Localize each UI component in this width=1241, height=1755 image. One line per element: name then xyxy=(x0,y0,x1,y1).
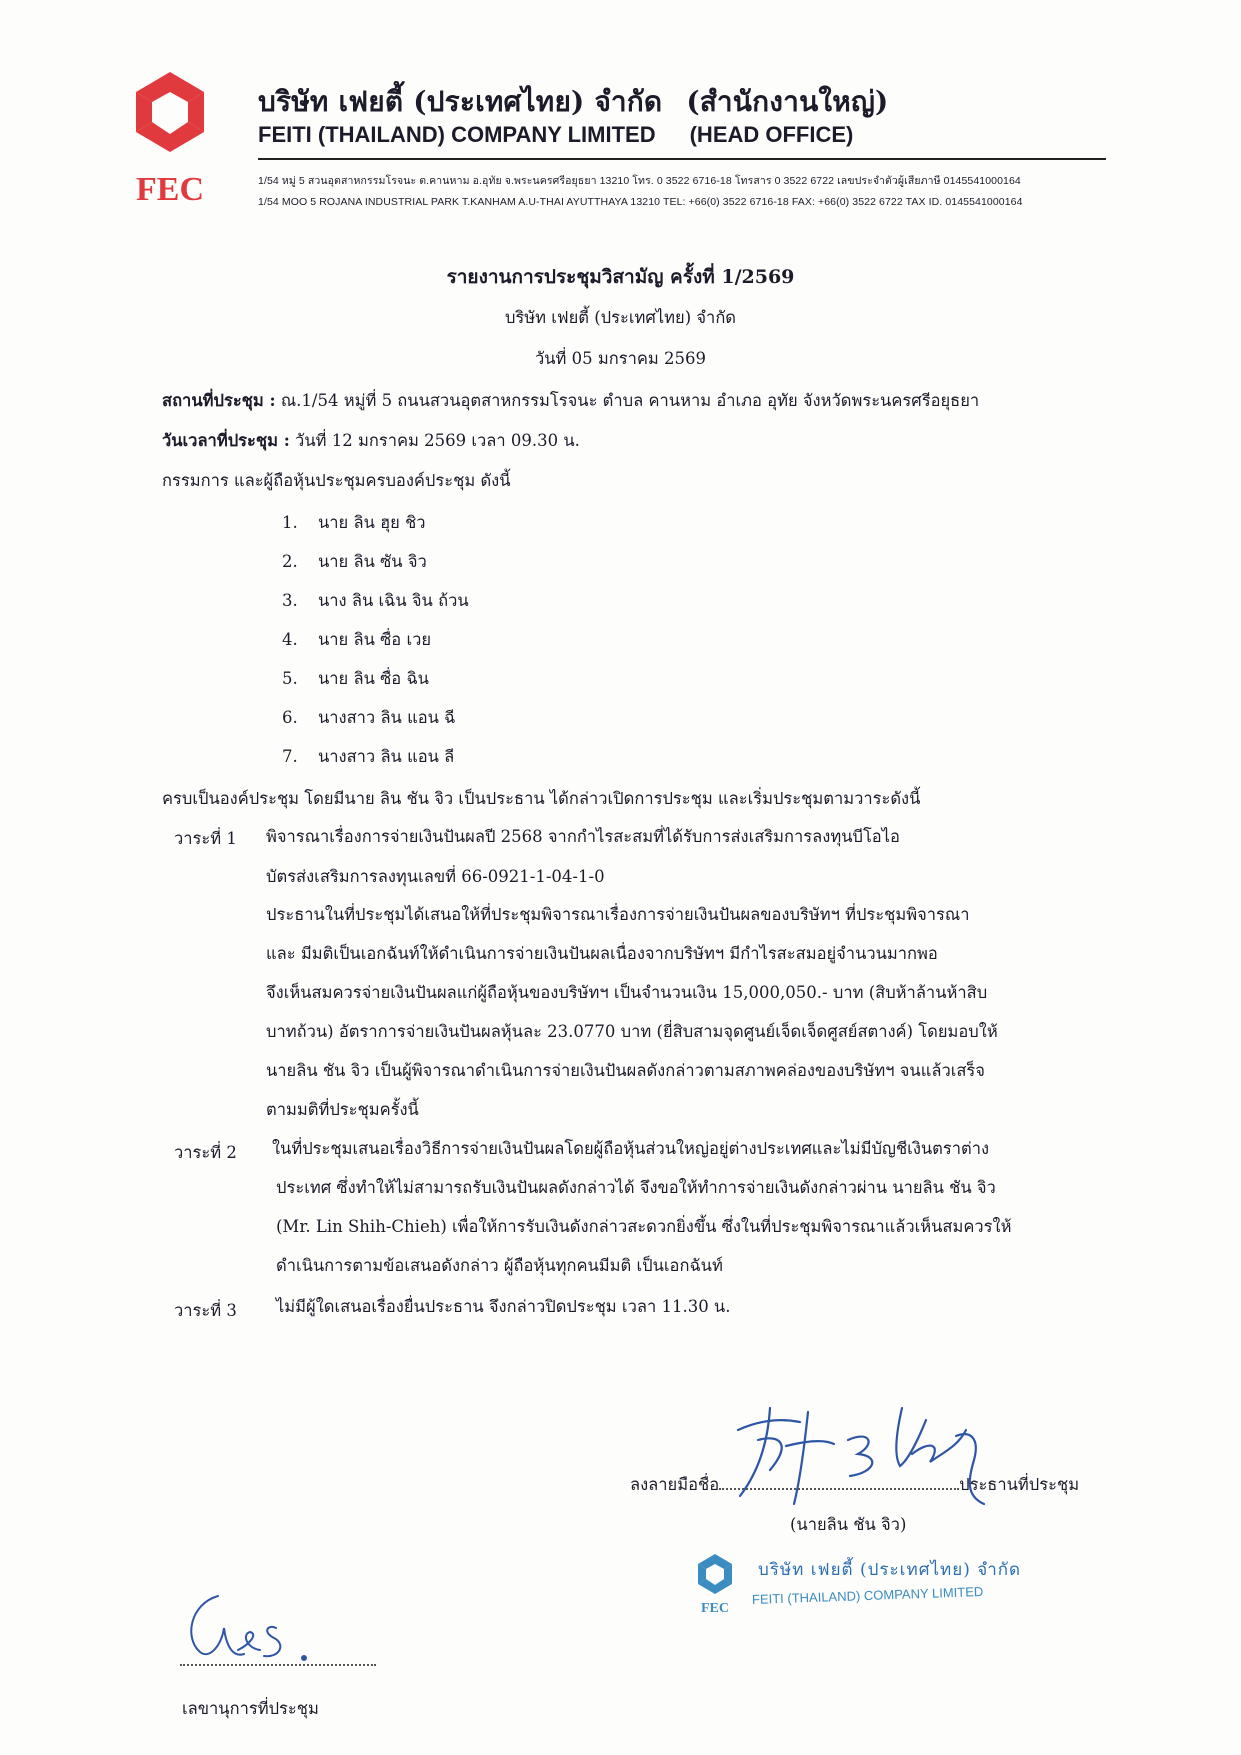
agenda-1-label: วาระที่ 1 xyxy=(174,829,237,848)
company-logo xyxy=(118,72,222,212)
stamp-company-th: บริษัท เฟยตี้ (ประเทศไทย) จำกัด xyxy=(758,1560,1022,1580)
attendee-item: 3. นาง ลิน เฉิน จิน ถ้วน xyxy=(282,591,469,610)
agenda-1-line: ตามมติที่ประชุมครั้งนี้ xyxy=(266,1100,419,1119)
sign-prefix: ลงลายมือชื่อ xyxy=(630,1475,720,1494)
stamp-logo-text: FEC xyxy=(701,1601,729,1616)
report-title: รายงานการประชุมวิสามัญ ครั้งที่ 1/2569 xyxy=(446,266,795,288)
agenda-2-line: ดำเนินการตามข้อเสนอดังกล่าว ผู้ถือหุ้นทุกคนมีมติ เป็นเอกฉันท์ xyxy=(276,1256,723,1275)
attendee-item: 2. นาย ลิน ซัน จิว xyxy=(282,552,427,571)
venue-label: สถานที่ประชุม : xyxy=(162,391,276,410)
agenda-3-line: ไม่มีผู้ใดเสนอเรื่องยื่นประธาน จึงกล่าวปิดประชุม เวลา 11.30 น. xyxy=(276,1297,731,1316)
agenda-1-line: บาทถ้วน) อัตราการจ่ายเงินปันผลหุ้นละ 23.0770 บาท (ยี่สิบสามจุดศูนย์เจ็ดเจ็ดศูสย์สตางค์) โดยมอบให้ xyxy=(266,1022,998,1041)
company-name-th-text: บริษัท เฟยตี้ (ประเทศไทย) จำกัด xyxy=(258,85,663,118)
attendees-intro: กรรมการ และผู้ถือหุ้นประชุมครบองค์ประชุม ดังนี้ xyxy=(162,471,511,490)
quorum-statement: ครบเป็นองค์ประชุม โดยมีนาย ลิน ชัน จิว เป็นประธาน ได้กล่าวเปิดการประชุม และเริ่มประชุมตามวาระดังนี้ xyxy=(162,789,921,808)
head-office-th: (สำนักงานใหญ่) xyxy=(686,85,889,118)
company-name-en-text: FEITI (THAILAND) COMPANY LIMITED xyxy=(258,122,656,147)
head-office-en: (HEAD OFFICE) xyxy=(689,122,854,147)
agenda-1-line: นายลิน ชัน จิว เป็นผู้พิจารณาดำเนินการจ่ายเงินปันผลดังกล่าวตามสภาพคล่องของบริษัทฯ จนแล้วเสร็จ xyxy=(266,1061,985,1080)
report-date: วันที่ 05 มกราคม 2569 xyxy=(534,349,707,368)
address-th: 1/54 หมู่ 5 สวนอุตสาหกรรมโรจนะ ต.คานหาม อ.อุทัย จ.พระนครศรีอยุธยา 13210 โทร. 0 3522 6716-18 โทรสาร 0 3522 6722 เลขประจำตัวผู้เสียภาษี 0145541000164 xyxy=(258,175,1021,187)
agenda-1-line: ประธานในที่ประชุมได้เสนอให้ที่ประชุมพิจารณาเรื่องการจ่ายเงินปันผลของบริษัทฯ ที่ประชุมพิจารณา xyxy=(266,905,970,924)
venue-value: ณ.1/54 หมู่ที่ 5 ถนนสวนอุตสาหกรรมโรจนะ ตำบล คานหาม อำเภอ อุทัย จังหวัดพระนครศรีอยุธยา xyxy=(275,391,980,410)
address-en: 1/54 MOO 5 ROJANA INDUSTRIAL PARK T.KANHAM A.U-THAI AYUTTHAYA 13210 TEL: +66(0) 3522 6716-18 FAX: +66(0) 3522 6722 TAX ID. 0145541000164 xyxy=(258,196,1023,208)
datetime-value: วันที่ 12 มกราคม 2569 เวลา 09.30 น. xyxy=(289,431,580,450)
stamp-company-en: FEITI (THAILAND) COMPANY LIMITED xyxy=(751,1583,984,1607)
agenda-1-line: และ มีมติเป็นเอกฉันท์ให้ดำเนินการจ่ายเงินปันผลเนื่องจากบริษัทฯ มีกำไรสะสมอยู่จำนวนมากพอ xyxy=(266,944,938,963)
agenda-2-label: วาระที่ 2 xyxy=(174,1143,237,1162)
sign-dots xyxy=(719,1476,959,1490)
datetime-label: วันเวลาที่ประชุม : xyxy=(162,431,290,450)
chair-sign-line xyxy=(630,1472,1079,1498)
agenda-2-line: ในที่ประชุมเสนอเรื่องวิธีการจ่ายเงินปันผลโดยผู้ถือหุ้นส่วนใหญ่อยู่ต่างประเทศและไม่มีบัญชีเงินตราต่าง xyxy=(272,1139,990,1158)
datetime-line xyxy=(162,428,580,454)
attendee-item: 7. นางสาว ลิน แอน ลี xyxy=(282,747,455,766)
secretary-sign-dots xyxy=(180,1664,376,1666)
agenda-3-label: วาระที่ 3 xyxy=(174,1301,237,1320)
attendee-item: 1. นาย ลิน ฮุย ชิว xyxy=(282,513,426,532)
attendee-item: 4. นาย ลิน ซื่อ เวย xyxy=(282,630,432,649)
company-name-en xyxy=(258,122,853,148)
agenda-2-line: ประเทศ ซึ่งทำให้ไม่สามารถรับเงินปันผลดังกล่าวได้ จึงขอให้ทำการจ่ายเงินดังกล่าวผ่าน นายลิน ชัน จิว xyxy=(276,1178,996,1197)
company-name-th xyxy=(258,80,888,124)
venue-line xyxy=(162,388,979,414)
attendee-item: 6. นางสาว ลิน แอน ฉี xyxy=(282,708,456,727)
chair-name: (นายลิน ชัน จิว) xyxy=(790,1515,907,1534)
agenda-1-line: จึงเห็นสมควรจ่ายเงินปันผลแก่ผู้ถือหุ้นของบริษัทฯ เป็นจำนวนเงิน 15,000,050.- บาท (สิบห้าล้านห้าสิบ xyxy=(266,983,988,1002)
sign-role: ประธานที่ประชุม xyxy=(959,1475,1080,1494)
stamp-logo xyxy=(690,1554,740,1616)
agenda-2-line: (Mr. Lin Shih-Chieh) เพื่อให้การรับเงินดังกล่าวสะดวกยิ่งขึ้น ซึ่งในที่ประชุมพิจารณาแล้วเห็นสมควรให้ xyxy=(276,1217,1012,1236)
agenda-1-line: พิจารณาเรื่องการจ่ายเงินปันผลปี 2568 จากกำไรสะสมที่ได้รับการส่งเสริมการลงทุนบีโอไอ xyxy=(266,827,900,846)
logo-text: FEC xyxy=(136,171,204,208)
agenda-1-line: บัตรส่งเสริมการลงทุนเลขที่ 66-0921-1-04-1-0 xyxy=(266,867,605,886)
report-company: บริษัท เฟยตี้ (ประเทศไทย) จำกัด xyxy=(504,308,737,327)
secretary-role: เลขานุการที่ประชุม xyxy=(182,1699,319,1718)
attendee-item: 5. นาย ลิน ซื่อ ฉิน xyxy=(282,669,429,688)
letterhead-divider xyxy=(258,158,1106,160)
